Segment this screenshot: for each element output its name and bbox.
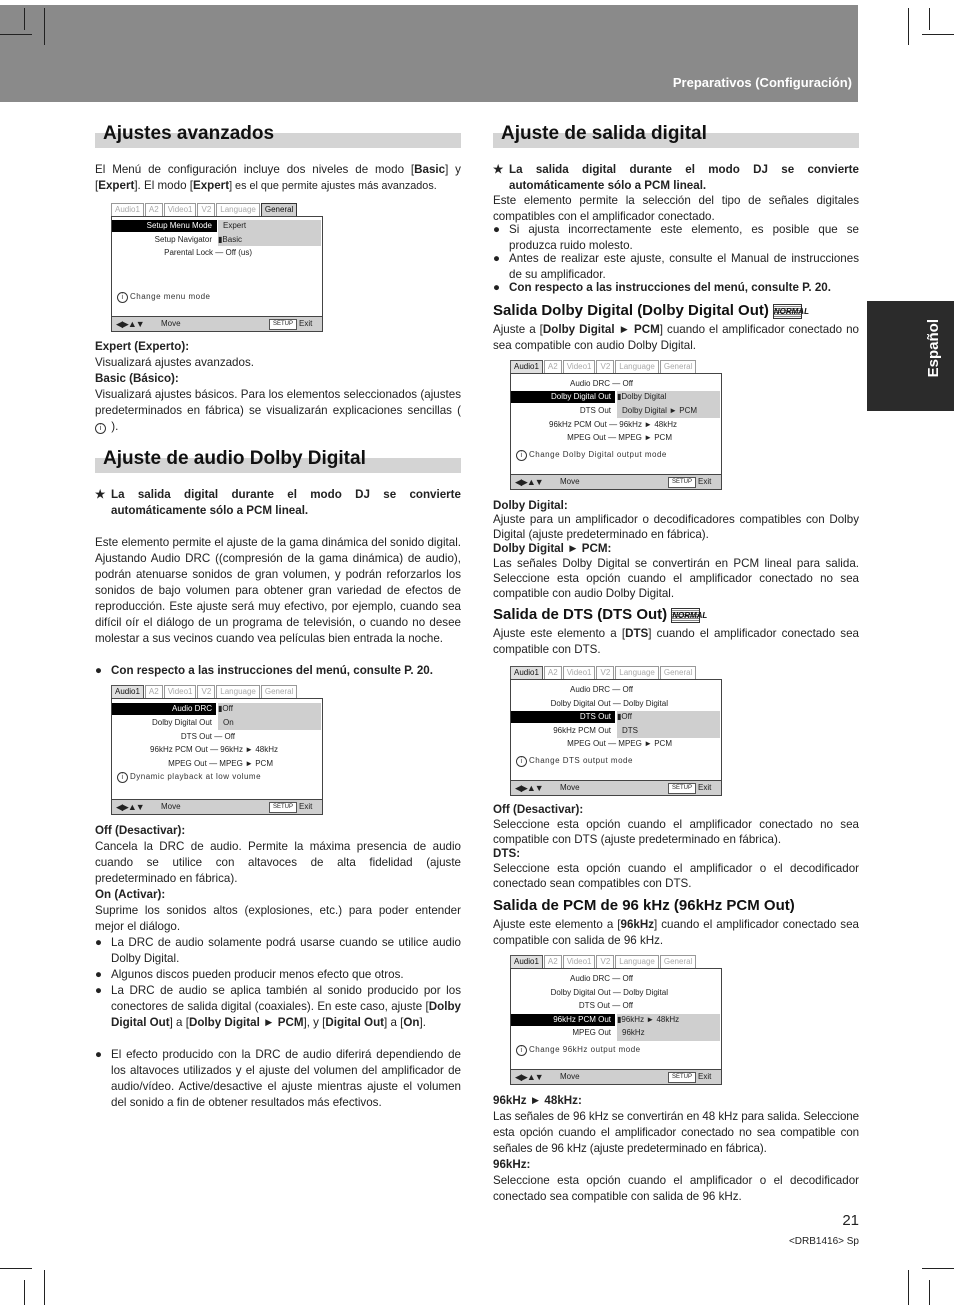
crop-mark bbox=[908, 8, 909, 45]
language-tab bbox=[867, 301, 954, 411]
section-title-ajustes-avanzados: Ajustes avanzados bbox=[103, 123, 275, 144]
menu-row: MPEG Out bbox=[572, 1028, 611, 1037]
menu-row: 96kHz PCM Out bbox=[553, 726, 611, 735]
exit-label: Exit bbox=[698, 477, 712, 486]
exit-label: Exit bbox=[698, 783, 712, 792]
screen-box bbox=[111, 698, 323, 815]
intro-paragraph: El Menú de configuración incluye dos niveles de modo [Basic] y [Expert]. El modo [Expert] es el que permite ajustes más avanzados. bbox=[95, 163, 461, 192]
tab-v2: V2 bbox=[197, 203, 215, 216]
tab-audio1: Audio1 bbox=[510, 360, 543, 373]
menu-option: Dolby Digital ► PCM bbox=[622, 406, 698, 415]
dts-off-text: Seleccione esta opción cuando el amplificador conectado no sea compatible con DTS (ajuste predeterminado en fábrica). bbox=[493, 818, 859, 846]
off-text: Cancela la DRC de audio. Permite la máxima presencia de audio cuando se utilice con altavoces de alta fidelidad (ajuste predeterminado en fábrica). bbox=[95, 840, 461, 885]
move-label: Move bbox=[161, 802, 181, 811]
tab-v2: V2 bbox=[596, 666, 614, 679]
normal-badge-icon: NORMAL bbox=[773, 304, 802, 319]
setup-screen-dts-out bbox=[510, 666, 722, 795]
tab-language: Language bbox=[615, 666, 659, 679]
pcm-96-48-text: Las señales de 96 kHz se convertirán en 48 kHz para salida. Seleccione esta opción cuando el amplificador conectado no sea compatible con señales de 96 kHz (ajuste predeterminado en fábrica). bbox=[493, 1110, 859, 1155]
language-tab-label: Español bbox=[925, 319, 942, 378]
setup-button-icon: SETUP bbox=[668, 1072, 696, 1083]
screen-tabs bbox=[510, 360, 697, 373]
screen-tabs bbox=[510, 666, 697, 679]
menu-row: Dolby Digital Out — Dolby Digital bbox=[550, 988, 668, 997]
setup-screen-dolby-digital-out bbox=[510, 360, 722, 489]
crop-mark bbox=[0, 1268, 32, 1269]
bullet-icon: ● bbox=[493, 252, 501, 265]
menu-row: DTS Out — Off bbox=[578, 1001, 633, 1010]
setup-button-icon: SETUP bbox=[668, 477, 696, 488]
tab-video1: Video1 bbox=[563, 666, 596, 679]
setup-button-icon: SETUP bbox=[269, 319, 297, 330]
tab-video1: Video1 bbox=[563, 360, 596, 373]
section-header: Preparativos (Configuración) bbox=[672, 75, 852, 90]
setup-screen-general bbox=[111, 203, 323, 331]
move-label: Move bbox=[161, 319, 181, 328]
menu-row: Audio DRC — Off bbox=[570, 974, 633, 983]
menu-option: DTS bbox=[622, 726, 638, 735]
arrow-keys-icon: ◀▶▲▼ bbox=[515, 477, 543, 487]
bullet-icon: ● bbox=[95, 984, 103, 997]
tab-language: Language bbox=[216, 203, 260, 216]
screen-box bbox=[510, 679, 722, 796]
crop-mark bbox=[24, 8, 25, 30]
normal-badge-icon: NORMAL bbox=[671, 608, 700, 623]
tab-general: General bbox=[660, 360, 696, 373]
tab-a2: A2 bbox=[145, 685, 163, 698]
arrow-keys-icon: ◀▶▲▼ bbox=[116, 802, 144, 812]
subsection-title-dolby-digital-out: Salida Dolby Digital (Dolby Digital Out) NORMAL bbox=[493, 302, 809, 319]
star-icon: ★ bbox=[493, 163, 504, 176]
tab-v2: V2 bbox=[197, 685, 215, 698]
dts-text: Seleccione esta opción cuando el amplificador o el decodificador conectado sean compatibles con DTS. bbox=[493, 862, 859, 890]
screen-box bbox=[111, 216, 323, 332]
screen-footer bbox=[511, 780, 721, 795]
pcm-96-text: Seleccione esta opción cuando el amplificador o el decodificador conectado sea compatible con salida de 96 kHz. bbox=[493, 1174, 859, 1203]
tab-a2: A2 bbox=[544, 360, 562, 373]
star-icon: ★ bbox=[95, 488, 106, 501]
menu-row: DTS Out bbox=[579, 406, 611, 415]
tab-audio1: Audio1 bbox=[510, 666, 543, 679]
screen-footer bbox=[112, 316, 322, 331]
screen-tabs bbox=[111, 685, 298, 698]
arrow-keys-icon: ◀▶▲▼ bbox=[515, 783, 543, 793]
dts-off-label: Off (Desactivar): bbox=[493, 803, 584, 816]
screen-footer bbox=[511, 1069, 721, 1084]
menu-option-selected: ▮Off bbox=[617, 712, 632, 721]
tab-audio1: Audio1 bbox=[510, 955, 543, 968]
on-text: Suprime los sonidos altos (explosiones, etc.) para poder entender mejor el diálogo. bbox=[95, 904, 461, 933]
info-icon: i bbox=[516, 450, 527, 461]
tab-video1: Video1 bbox=[563, 955, 596, 968]
arrow-keys-icon: ◀▶▲▼ bbox=[116, 319, 144, 329]
menu-row: 96kHz PCM Out — 96kHz ► 48kHz bbox=[549, 420, 677, 429]
info-icon: i bbox=[95, 423, 106, 434]
tab-general: General bbox=[261, 685, 297, 698]
page-number: 21 bbox=[842, 1212, 859, 1229]
bullet-icon: ● bbox=[95, 1048, 103, 1061]
dts-label: DTS: bbox=[493, 847, 521, 860]
tab-video1: Video1 bbox=[164, 685, 197, 698]
screen-hint: i Change DTS output mode bbox=[516, 756, 633, 767]
pcm-96-label: 96kHz: bbox=[493, 1158, 531, 1171]
menu-option-selected: ▮Basic bbox=[218, 235, 242, 244]
section-title-salida-digital: Ajuste de salida digital bbox=[501, 123, 707, 144]
expert-text: Visualizará ajustes avanzados. bbox=[95, 356, 254, 369]
menu-row: Audio DRC — Off bbox=[570, 685, 633, 694]
dolby-intro: Ajuste a [Dolby Digital ► PCM] cuando el amplificador conectado no sea compatible con audio Dolby Digital. bbox=[493, 323, 859, 352]
exit-label: Exit bbox=[698, 1072, 712, 1081]
move-label: Move bbox=[560, 477, 580, 486]
tab-a2: A2 bbox=[544, 955, 562, 968]
screen-box bbox=[510, 968, 722, 1085]
tab-language: Language bbox=[615, 955, 659, 968]
exit-label: Exit bbox=[299, 319, 313, 328]
bullet-icon: ● bbox=[95, 664, 103, 677]
menu-option: On bbox=[223, 718, 234, 727]
crop-mark bbox=[929, 8, 930, 30]
menu-row: Dolby Digital Out — Dolby Digital bbox=[550, 699, 668, 708]
bullet-icon: ● bbox=[493, 223, 501, 236]
tab-a2: A2 bbox=[145, 203, 163, 216]
menu-row: MPEG Out — MPEG ► PCM bbox=[567, 739, 672, 748]
menu-row: Setup Menu Mode bbox=[146, 221, 212, 230]
dolby-digital-text: Ajuste para un amplificador o decodificadores compatibles con Dolby Digital (ajuste predeterminado en fábrica). bbox=[493, 513, 859, 541]
tab-audio1: Audio1 bbox=[111, 203, 144, 216]
tab-video1: Video1 bbox=[164, 203, 197, 216]
screen-hint: i Change menu mode bbox=[117, 292, 211, 303]
menu-row: Audio DRC — Off bbox=[570, 379, 633, 388]
menu-option-selected: ▮96kHz ► 48kHz bbox=[617, 1015, 680, 1024]
section-title-audio-dolby: Ajuste de audio Dolby Digital bbox=[103, 448, 366, 469]
dolby-pcm-text: Las señales Dolby Digital se convertirán en PCM lineal para salida. Seleccione esta opción cuando el amplificador conectado no sea compatible con audio Dolby Digital. bbox=[493, 557, 859, 600]
document-code: <DRB1416> Sp bbox=[788, 1236, 859, 1247]
pcm-intro: Ajuste este elemento a [96kHz] cuando el amplificador conectado sea compatible con salida de 96 kHz. bbox=[493, 918, 859, 947]
screen-tabs bbox=[111, 203, 298, 216]
tab-general: General bbox=[261, 203, 297, 216]
menu-option: 96kHz bbox=[622, 1028, 645, 1037]
crop-mark bbox=[44, 1270, 45, 1305]
crop-mark bbox=[0, 34, 32, 35]
setup-button-icon: SETUP bbox=[668, 783, 696, 794]
dts-intro: Ajuste este elemento a [DTS] cuando el amplificador conectado sea compatible con DTS. bbox=[493, 627, 859, 656]
tab-audio1: Audio1 bbox=[111, 685, 144, 698]
on-label: On (Activar): bbox=[95, 888, 166, 901]
off-label: Off (Desactivar): bbox=[95, 824, 186, 837]
pcm-96-48-label: 96kHz ► 48kHz: bbox=[493, 1094, 582, 1107]
crop-mark bbox=[922, 34, 954, 35]
menu-option: Expert bbox=[223, 221, 247, 230]
subsection-title-dts-out: Salida de DTS (DTS Out) NORMAL bbox=[493, 606, 708, 623]
menu-row: MPEG Out — MPEG ► PCM bbox=[567, 433, 672, 442]
menu-row: Dolby Digital Out bbox=[550, 392, 611, 401]
info-icon: i bbox=[516, 1045, 527, 1056]
menu-option-selected: ▮Dolby Digital bbox=[617, 392, 667, 401]
screen-footer bbox=[112, 799, 322, 814]
subsection-title-96khz-pcm-out: Salida de PCM de 96 kHz (96kHz PCM Out) bbox=[493, 897, 795, 914]
screen-hint: i Change Dolby Digital output mode bbox=[516, 450, 667, 461]
exit-label: Exit bbox=[299, 802, 313, 811]
bullet-icon: ● bbox=[95, 936, 103, 949]
basic-label: Basic (Básico): bbox=[95, 372, 179, 385]
tab-language: Language bbox=[615, 360, 659, 373]
menu-row: MPEG Out — MPEG ► PCM bbox=[168, 759, 273, 768]
expert-label: Expert (Experto): bbox=[95, 340, 190, 353]
tab-language: Language bbox=[216, 685, 260, 698]
crop-mark bbox=[929, 1280, 930, 1305]
tab-v2: V2 bbox=[596, 360, 614, 373]
info-icon: i bbox=[516, 756, 527, 767]
setup-button-icon: SETUP bbox=[269, 802, 297, 813]
crop-mark bbox=[908, 1270, 909, 1305]
bullet-icon: ● bbox=[95, 968, 103, 981]
move-label: Move bbox=[560, 1072, 580, 1081]
menu-row: DTS Out — Off bbox=[180, 732, 235, 741]
audio-drc-description: Este elemento permite el ajuste de la gama dinámica del sonido digital. Ajustando Audio DRC ((compresión de la gama dinámica) de audio), podrán atenuarse sonidos de gran volumen, y podrán reforzarlos los sonidos de bajo volumen para obtener gran variedad de efectos de reproducción. Este ajuste será muy efectivo, por ejemplo, cuando sea difícil oír el diálogo de un programa de televisión, o cuando no desee molestar a sus vecinos cuando vea películas bien entrada la noche. bbox=[95, 536, 461, 645]
menu-option-selected: ▮Off bbox=[218, 704, 233, 713]
menu-row: DTS Out bbox=[579, 712, 611, 721]
basic-text: Visualizará ajustes básicos. Para los elementos seleccionados (ajustes predeterminados en fábrica) se visualizarán explicaciones sencillas ( i ). bbox=[95, 388, 461, 433]
tab-a2: A2 bbox=[544, 666, 562, 679]
crop-mark bbox=[922, 1268, 954, 1269]
setup-screen-audio-drc bbox=[111, 685, 323, 815]
menu-row: Audio DRC bbox=[171, 704, 212, 713]
screen-tabs bbox=[510, 955, 697, 968]
tab-general: General bbox=[660, 666, 696, 679]
tab-general: General bbox=[660, 955, 696, 968]
arrow-keys-icon: ◀▶▲▼ bbox=[515, 1072, 543, 1082]
info-icon: i bbox=[117, 292, 128, 303]
crop-mark bbox=[44, 8, 45, 45]
menu-row: Parental Lock — Off (us) bbox=[164, 248, 252, 257]
screen-footer bbox=[511, 474, 721, 489]
digital-out-description: Este elemento permite la selección del tipo de señales digitales compatibles con el amplificador conectado. bbox=[493, 194, 859, 223]
screen-box bbox=[510, 373, 722, 490]
screen-hint: i Change 96kHz output mode bbox=[516, 1045, 641, 1056]
setup-screen-96khz-pcm-out bbox=[510, 955, 722, 1084]
crop-mark bbox=[24, 1280, 25, 1305]
move-label: Move bbox=[560, 783, 580, 792]
dolby-digital-label: Dolby Digital: bbox=[493, 499, 568, 512]
menu-row: Dolby Digital Out bbox=[151, 718, 212, 727]
tab-v2: V2 bbox=[596, 955, 614, 968]
menu-row: Setup Navigator bbox=[154, 235, 212, 244]
bullet-icon: ● bbox=[493, 281, 501, 294]
menu-row: 96kHz PCM Out — 96kHz ► 48kHz bbox=[150, 745, 278, 754]
dolby-pcm-label: Dolby Digital ► PCM: bbox=[493, 542, 612, 555]
menu-row: 96kHz PCM Out bbox=[553, 1015, 611, 1024]
info-icon: i bbox=[117, 772, 128, 783]
screen-hint: i Dynamic playback at low volume bbox=[117, 772, 261, 783]
